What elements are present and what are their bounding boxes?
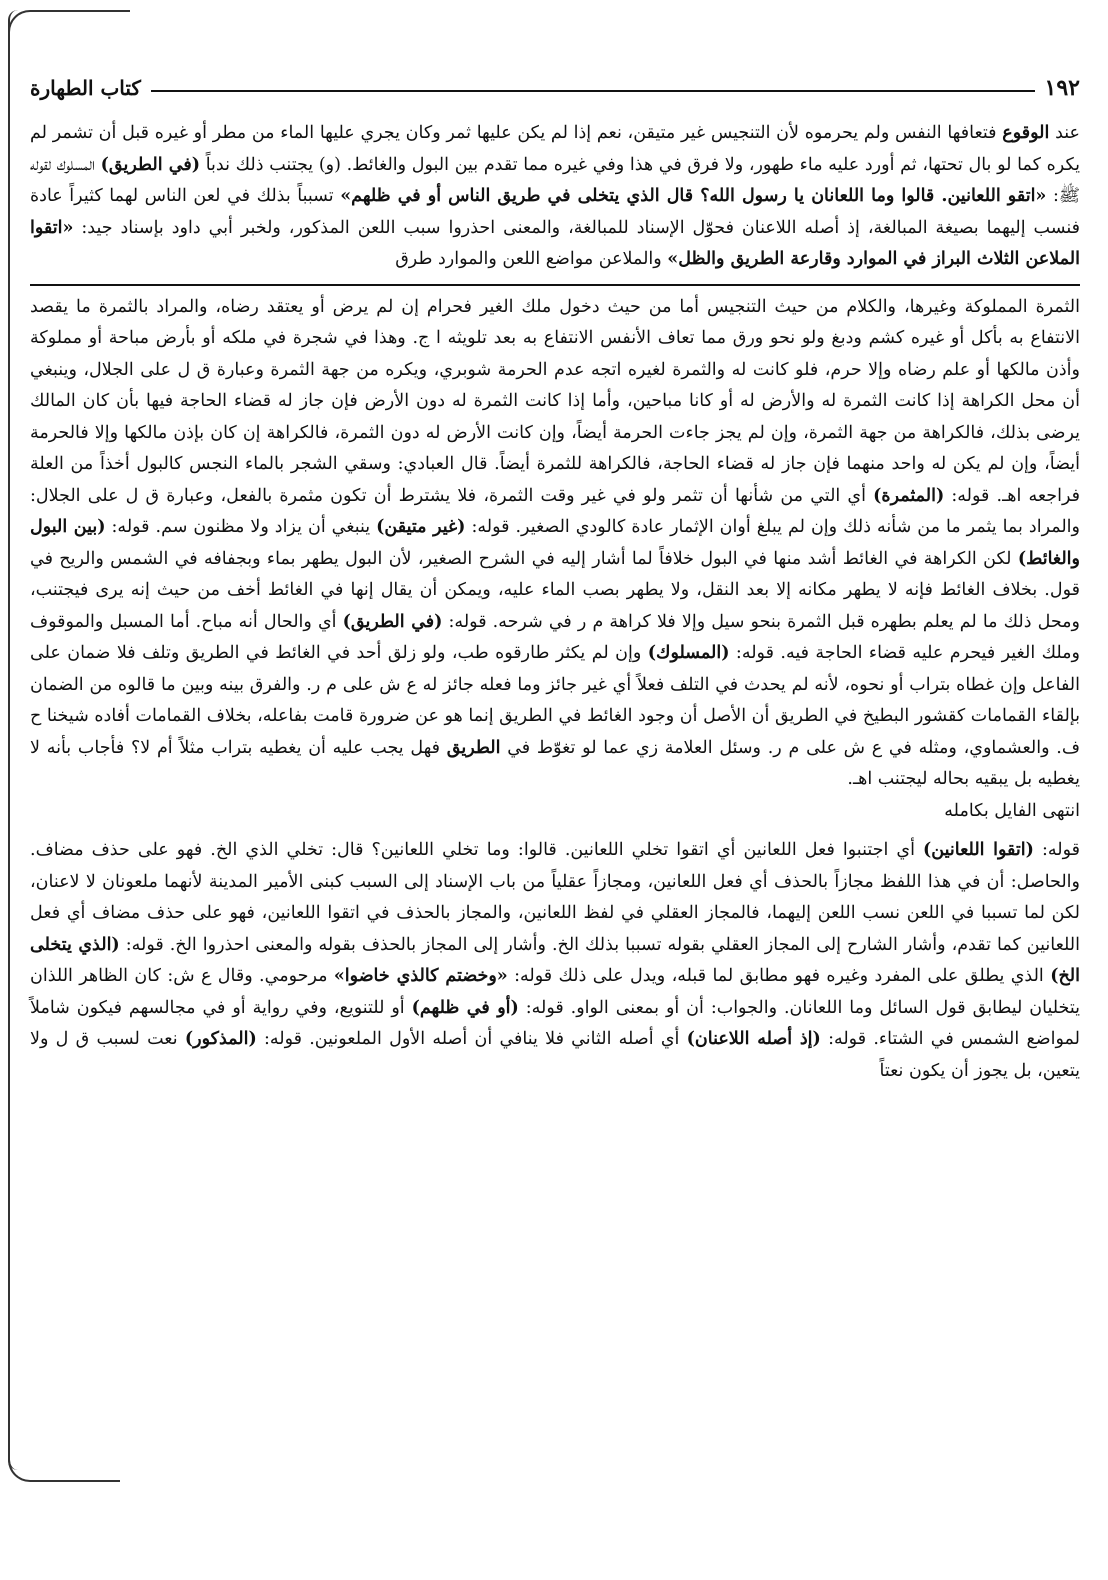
text-segment: ينبغي أن يزاد ولا مظنون سم. قوله: [105,517,377,537]
commentary [30,292,1080,1088]
commentary-end-note: انتهى الفايل بكامله [944,800,1080,821]
text-segment: وإن لم يكثر طارقوه طب، ولو زلق أحد في الغائط في الطريق وتلف فلا ضمان على الفاعل وإن غطاه بتراب أو نحوه، لأنه لم يحدث في التلف فعلاً أي غير جائز وما فعله جائز له ع ش على م ر. والفرق بينه وبين ما قالوه من الضمان بإلقاء القمامات كقشور البطيخ في الطريق أن الأصل أن وجود الغائط في الطريق إنما هو عن ضرورة قامت بفاعله، بخلاف القمامات أفاده شيخنا ح ف. والعشماوي، ومثله في ع ش على م ر. وسئل العلامة زي عما لو تغوّط في [30,643,1080,758]
page-number: ١٩٢ [1044,75,1080,101]
page-header [30,68,1080,108]
text-segment: أي اجتنبوا فعل اللعانين أي اتقوا تخلي اللعانين. قالوا: وما تخلي اللعانين؟ قال: تخلي الذي الخ. فهو على حذف مضاف. والحاصل: أن في هذا اللفظ مجازاً بالحذف أي فعل اللعانين، ومجازاً عقلياً من باب الإسناد إلى السبب كبنى الأمير المدينة لأنهما ملعونان لا لاعنان، لكن لما تسببا في اللعن نسب اللعن إليهما، فالمجاز العقلي في لفظ اللعانين، والمجاز بالحذف في اتقوا اللعانين، فهو على حذف مضاف أي فعل اللعانين كما تقدم، وأشار الشارح إلى المجاز العقلي بقوله تسببا بذلك الخ. وأشار إلى المجاز بالحذف بقوله والمعنى احذروا الخ. قوله: [30,840,1081,955]
text-segment: فهل يجب عليه أن يغطيه بتراب مثلاً أم لا؟ فأجاب بأنه لا يغطيه بل يبقيه بحاله ليجتنب اهـ. [30,737,1080,789]
bold-segment: (المثمرة) [873,485,945,506]
commentary-paragraph-1 [30,292,1080,796]
main-text [30,118,1080,276]
bold-segment: (المذكور) [184,1029,257,1049]
text-segment: لكن الكراهة في الغائط أشد منها في البول خلافاً لما أشار إليه في الشرح الصغير، لأن البول يطهر بماء وبجفافه في الشمس والريح في قول. بخلاف الغائط فإنه لا يطهر مكانه إلا بعد النقل، ولا يطهر بصب الماء عليه، ويمكن أن يقال إنها في الغائط أخف من حيث إنه يرى فيجتنب، ومحل ذلك ما لم يعلم بطهره قبل الثمرة بنحو سيل وإلا فلا كراهة م ر في شرحه. قوله: [30,548,1080,632]
page-frame-left-border [8,10,24,1470]
bold-segment: (في الطريق) [100,154,201,175]
page [30,68,1080,1087]
text-segment: والملاعن مواضع اللعن والموارد طرق [395,249,668,269]
text-segment: فتعافها النفس ولم يحرموه لأن التنجيس غير متيقن، نعم إذا لم يكن عليها ثمر وكان يجري عليها الماء من مطر أو غيره قبل أن تشمر لم يكره كما لو بال تحتها، ثم أورد عليه ماء طهور، ولا فرق في هذا وفي غيره مما تقدم بين البول والغائط. (و) يجتنب ذلك ندباً [30,123,1080,175]
bold-segment: (بين البول والغائط) [30,517,1080,569]
text-segment: عند [1049,123,1080,143]
bold-segment: «وخضتم كالذي خاضوا» [333,966,508,986]
bold-segment: (غير متيقن) [376,517,466,537]
text-segment: تسبباً بذلك في لعن الناس لهما كثيراً عادة فنسب إليهما بصيغة المبالغة، إذ أصله اللاعنان فحوّل الإسناد للمبالغة، والمعنى احذروا سبب اللعن المذكور، ولخبر أبي داود بإسناد جيد: [30,186,1080,238]
commentary-paragraph-2 [30,835,1080,1087]
text-segment: أي والحال أنه مباح. أما المسبل والموقوف وملك الغير فيحرم عليه قضاء الحاجة فيه. قوله: [30,611,1080,663]
bold-segment: الوقوع [1002,123,1050,143]
bold-segment: الطريق [446,737,501,758]
main-paragraph [30,118,1080,276]
bold-segment: (اتقوا اللعانين) [923,840,1034,860]
text-segment: أي التي من شأنها أن تثمر ولو في غير وقت الثمرة، فلا يشترط أن تكون مثمرة بالفعل، وعبارة ق ل على الجلال: والمراد بما يثمر ما من شأنه ذلك وإن لم يبلغ أوان الإثمار عادة كالودي الصغير. قوله: [30,485,1080,537]
text-segment: نعت لسبب ق ل ولا يتعين، بل يجوز أن يكون نعتاً [30,1029,1080,1081]
book-title: كتاب الطهارة [30,76,141,100]
text-segment: أي أصله الثاني فلا ينافي أن أصله الأول الملعونين. قوله: [256,1029,687,1049]
bold-segment: (المسلوك) [647,643,730,663]
bold-segment: (إذ أصله اللاعنان) [686,1029,821,1049]
text-segment: أو للتنويع، وفي رواية أو في مجالسهم فيكون شاملاً لمواضع الشمس في الشتاء. قوله: [30,997,1080,1049]
bold-segment: (أو في ظلهم) [411,997,519,1018]
text-segment: قوله: [1033,840,1080,860]
header-rule [151,90,1035,92]
text-segment: المسلوك لقوله ﷺ: [30,154,1080,206]
paragraph-gap [30,827,1080,835]
footnote-separator [30,284,1080,286]
bold-segment: (الذي يتخلى الخ) [30,934,1080,986]
text-segment: الذي يطلق على المفرد وغيره فهو مطابق لما قبله، ويدل على ذلك قوله: [507,966,1051,986]
bold-segment: «اتقو اللعانين. قالوا وما اللعانان يا رسول الله؟ قال الذي يتخلى في طريق الناس أو في ظلهم» [340,186,1047,206]
bold-segment: «اتقوا الملاعن الثلاث البراز في الموارد وقارعة الطريق والظل» [30,217,1080,269]
text-segment: مرحومي. وقال ع ش: كان الظاهر اللذان يتخليان ليطابق قول السائل وما اللعانان. والجواب: أن أو بمعنى الواو. قوله: [30,966,1081,1018]
page-frame-bottom-ornament [8,1440,120,1482]
page-frame-top-ornament [8,10,130,42]
text-segment: الثمرة المملوكة وغيرها، والكلام من حيث التنجيس أما من حيث دخول ملك الغير فحرام إن لم يرض أو يعتقد رضاه، والمراد بالثمرة ما يقصد الانتفاع به بأكل أو غيره كشم ودبغ ولو نحو ورق مما تعاف الأنفس الانتفاع به بعد تلويثه ا ج. وهذا في شجرة في ملكه أو بأرض مباحة أو مملوكة وأذن مالكها أو علم رضاه وإلا حرم، فلو كانت له والثمرة لغيره اتجه عدم الحرمة شوبري، ويكره من جهة الثمرة وعبارة ق ل على الجلال، وينبغي أن محل الكراهة إذا كانت الثمرة له والأرض له أو كانا مباحين، وأما إذا كانت الثمرة له دون الأرض فإن جاز له قضاء الحاجة فيها بأن كان المالك يرضى بذلك، فالكراهة من جهة الثمرة، وإن لم يجز جاءت الحرمة أيضاً، وإن كانت الأرض له دون الثمرة، فالكراهة إن كان بإذن مالكها وإلا فالحرمة أيضاً، وإن لم يكن له واحد منهما فإن جاز له قضاء الحاجة، فالكراهة للثمرة أيضاً. قال العبادي: وسقي الشجر بالماء النجس كالبول أخذاً من العلة فراجعه اهـ. قوله: [30,296,1081,506]
bold-segment: (في الطريق) [342,611,443,632]
